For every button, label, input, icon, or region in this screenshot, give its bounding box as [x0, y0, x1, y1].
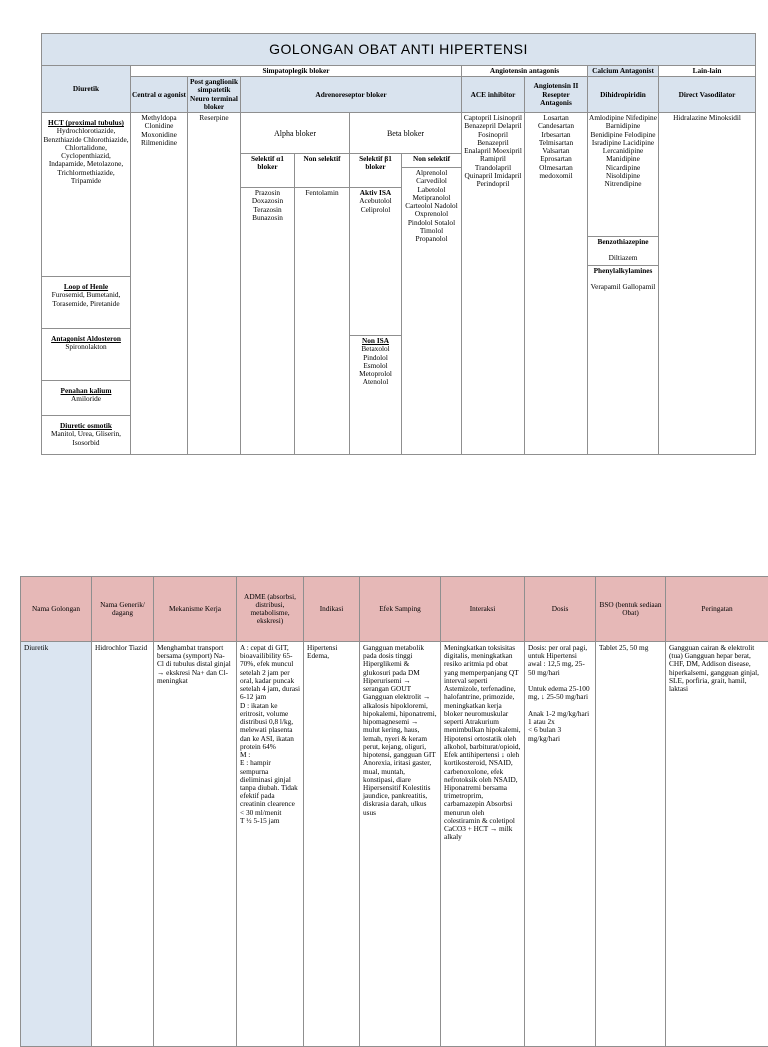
dihidropiridin-list: Amlodipine Nifedipine Barnidipine Benidipine Felodipine Isradipine Lacidipine Lercanidipine Manidipine Nicardipine Nisoldipine Nitrendipine — [588, 113, 658, 236]
hct-heading: HCT (proximal tubulus) — [43, 119, 129, 127]
cell-peringatan: Gangguan cairan & elektrolit (tua) Gangguan hepar berat, CHF, DM, Addison disease, hiperkalsemi, gangguan ginjal, SLE, porfiria, grait, hamil, laktasi — [666, 642, 768, 1047]
col-efek-samping: Efek Samping — [360, 577, 441, 642]
non-isa-list: Betaxolol Pindolol Esmolol Metoprolol Atenolol — [351, 345, 400, 386]
cell-golongan: Diuretik — [21, 642, 92, 1047]
aldosteron-list: Spironolakton — [43, 343, 129, 351]
nonselektif-alpha-header: Non selektif — [295, 154, 350, 188]
beta-bloker-header: Beta bloker — [350, 113, 462, 154]
cell-efek-samping: Gangguan metabolik pada dosis tinggi Hiperglikemi & glukosuri pada DM Hiperurisemi → serangan GOUT Gangguan elektrolit → alkalosis hipokloremi, hipokalemi, hiponatremi, hipomagnesemi → mulut kering, haus, lemah, nyeri & keram perut, kejang, oliguri, hipotensi, gangguan GIT Anorexia, iritasi gaster, mual, muntah, konstipasi, diare Hipersensitif Kolestitis jaundice, pankreatitis, diskrasia darah, ulkus usus — [360, 642, 441, 1047]
central-agonist-list: Methyldopa Clonidine Moxonidine Rilmenidine — [131, 113, 188, 455]
col-dosis: Dosis — [525, 577, 596, 642]
header-angiotensin: Angiotensin antagonis — [462, 66, 588, 77]
benzothiazepine-heading: Benzothiazepine — [589, 238, 657, 246]
header-simpatoplegik: Simpatoplegik bloker — [131, 66, 462, 77]
header-arb: Angiotensin II Resepter Antagonis — [525, 77, 588, 113]
header-post: Post ganglionik simpatetik Neuro terminal bloker — [188, 77, 241, 113]
header-dihidro: Dihidropiridin — [588, 77, 659, 113]
cell-dosis: Dosis: per oral pagi, untuk Hipertensi awal : 12,5 mg, 25-50 mg/hari Untuk edema 25-100 mg, ↓ 25-50 mg/hari Anak 1-2 mg/kg/hari 1 atau 2x < 6 bulan 3 mg/kg/hari — [525, 642, 596, 1047]
benzothiazepine-list: Diltiazem — [589, 254, 657, 262]
nonselektif-alpha-list: Fentolamin — [295, 188, 350, 455]
nonselektif-beta-list: Alprenolol Carvedilol Labetolol Metipranolol Carteolol Nadolol Oxprenolol Pindolol Sotalol Timolol Propanolol — [402, 168, 461, 244]
diuretik-cell — [42, 113, 131, 455]
header-ace: ACE inhibitor — [462, 77, 525, 113]
selektif-b1-header: Selektif β1 bloker — [350, 154, 402, 188]
direct-vasodilator-list: Hidralazine Minoksidil — [659, 113, 756, 455]
arb-list: Losartan Candesartan Irbesartan Telmisartan Valsartan Eprosartan Olmesartan medoxomil — [525, 113, 588, 455]
kalium-list: Amiloride — [43, 395, 129, 403]
hct-list: Hydrochlorotiazide, Benzthiazide Chlorothiazide, Chlortalidone, Cyclopenthiazid, Indapamide, Metolazone, Trichlormethiazide, Tripamide — [43, 127, 129, 185]
post-ganglionik-list: Reserpine — [188, 113, 241, 455]
header-calcium: Calcium Antagonist — [588, 66, 659, 77]
kalium-heading: Penahan kalium — [43, 387, 129, 395]
drug-detail-table — [20, 576, 768, 1047]
selektif-a1-list: Prazosin Doxazosin Terazosin Bunazosin — [241, 188, 295, 455]
osmotik-list: Manitol, Urea, Gliserin, Isosorbid — [43, 430, 129, 446]
col-adme: ADME (absorbsi, distribusi, metabolisme, ekskresi) — [237, 577, 304, 642]
nonselektif-beta-cell — [402, 154, 462, 455]
header-central: Central α agonist — [131, 77, 188, 113]
selektif-b1-cell — [350, 188, 402, 455]
table-row — [21, 642, 768, 1047]
aldosteron-heading: Antagonist Aldosteron — [43, 335, 129, 343]
header-direct: Direct Vasodilator — [659, 77, 756, 113]
loop-heading: Loop of Henle — [43, 283, 129, 291]
antihypertensive-classification-table — [41, 33, 756, 455]
alpha-bloker-header: Alpha bloker — [241, 113, 350, 154]
col-bso: BSO (bentuk sediaan Obat) — [596, 577, 666, 642]
col-interaksi: Interaksi — [441, 577, 525, 642]
header-diuretik: Diuretik — [42, 66, 131, 113]
aktiv-isa-list: Acebutolol Celiprolol — [351, 197, 400, 213]
non-isa-heading: Non ISA — [351, 337, 400, 345]
cell-interaksi: Meningkatkan toksisitas digitalis, meningkatkan resiko aritmia pd obat yang memperpanjang QT interval seperti Astemizole, terfenadine, halofantrine, primozide, meningkatkan kerja bloker neuromuskular seperti Atrakurium menimbulkan hipokalemi, Hipotensi ortostatik oleh alkohol, barbiturat/opioid, Efek antihipertensi ↓ oleh kortikosteroid, NSAID, carbenoxolone, efek nefrotoksik oleh NSAID, Hiponatremi bersama trimetroprim, carbamazepin Absorbsi menurun oleh colestiramin & coletipol CaCO3 + HCT → milk alkaly — [441, 642, 525, 1047]
col-peringatan: Peringatan — [666, 577, 768, 642]
table-title: GOLONGAN OBAT ANTI HIPERTENSI — [42, 34, 756, 66]
col-nama-generik: Nama Generik/ dagang — [92, 577, 154, 642]
phenylalkylamines-list: Verapamil Gallopamil — [589, 283, 657, 291]
col-indikasi: Indikasi — [304, 577, 360, 642]
cell-indikasi: Hipertensi Edema, — [304, 642, 360, 1047]
col-nama-golongan: Nama Golongan — [21, 577, 92, 642]
loop-list: Furosemid, Bumetanid, Torasemide, Piretanide — [43, 291, 129, 307]
cell-mekanisme: Menghambat transport bersama (symport) Na- Cl di tubulus distal ginjal → ekskresi Na+ dan Cl- meningkat — [154, 642, 237, 1047]
cell-adme: A : cepat di GIT, bioavailibility 65-70%, efek muncul setelah 2 jam per oral, kadar puncak setelah 4 jam, durasi 6-12 jam D : ikatan ke eritrosit, volume distribusi 0,8 l/kg, melewati plasenta dan ke ASI, ikatan protein 64% M : E : hampir sempurna dieliminasi ginjal tanpa diubah. Tidak efektif pada creatinin clearence < 30 ml/menit T ½ 5-15 jam — [237, 642, 304, 1047]
header-lain: Lain-lain — [659, 66, 756, 77]
nonselektif-beta-header: Non selektif — [402, 154, 461, 167]
phenylalkylamines-heading: Phenylalkylamines — [589, 267, 657, 275]
col-mekanisme: Mekanisme Kerja — [154, 577, 237, 642]
header-adreno: Adrenoreseptor bloker — [241, 77, 462, 113]
aktiv-isa-heading: Aktiv ISA — [351, 189, 400, 197]
calcium-antagonist-cell — [588, 113, 659, 455]
selektif-a1-header: Selektif α1 bloker — [241, 154, 295, 188]
ace-inhibitor-list: Captopril Lisinopril Benazepril Delapril Fosinopril Benazepril Enalapril Moexipril Ramipril Trandolapril Quinapril Imidapril Perindopril — [462, 113, 525, 455]
cell-bso: Tablet 25, 50 mg — [596, 642, 666, 1047]
cell-generik: Hidrochlor Tiazid — [92, 642, 154, 1047]
osmotik-heading: Diuretic osmotik — [43, 422, 129, 430]
